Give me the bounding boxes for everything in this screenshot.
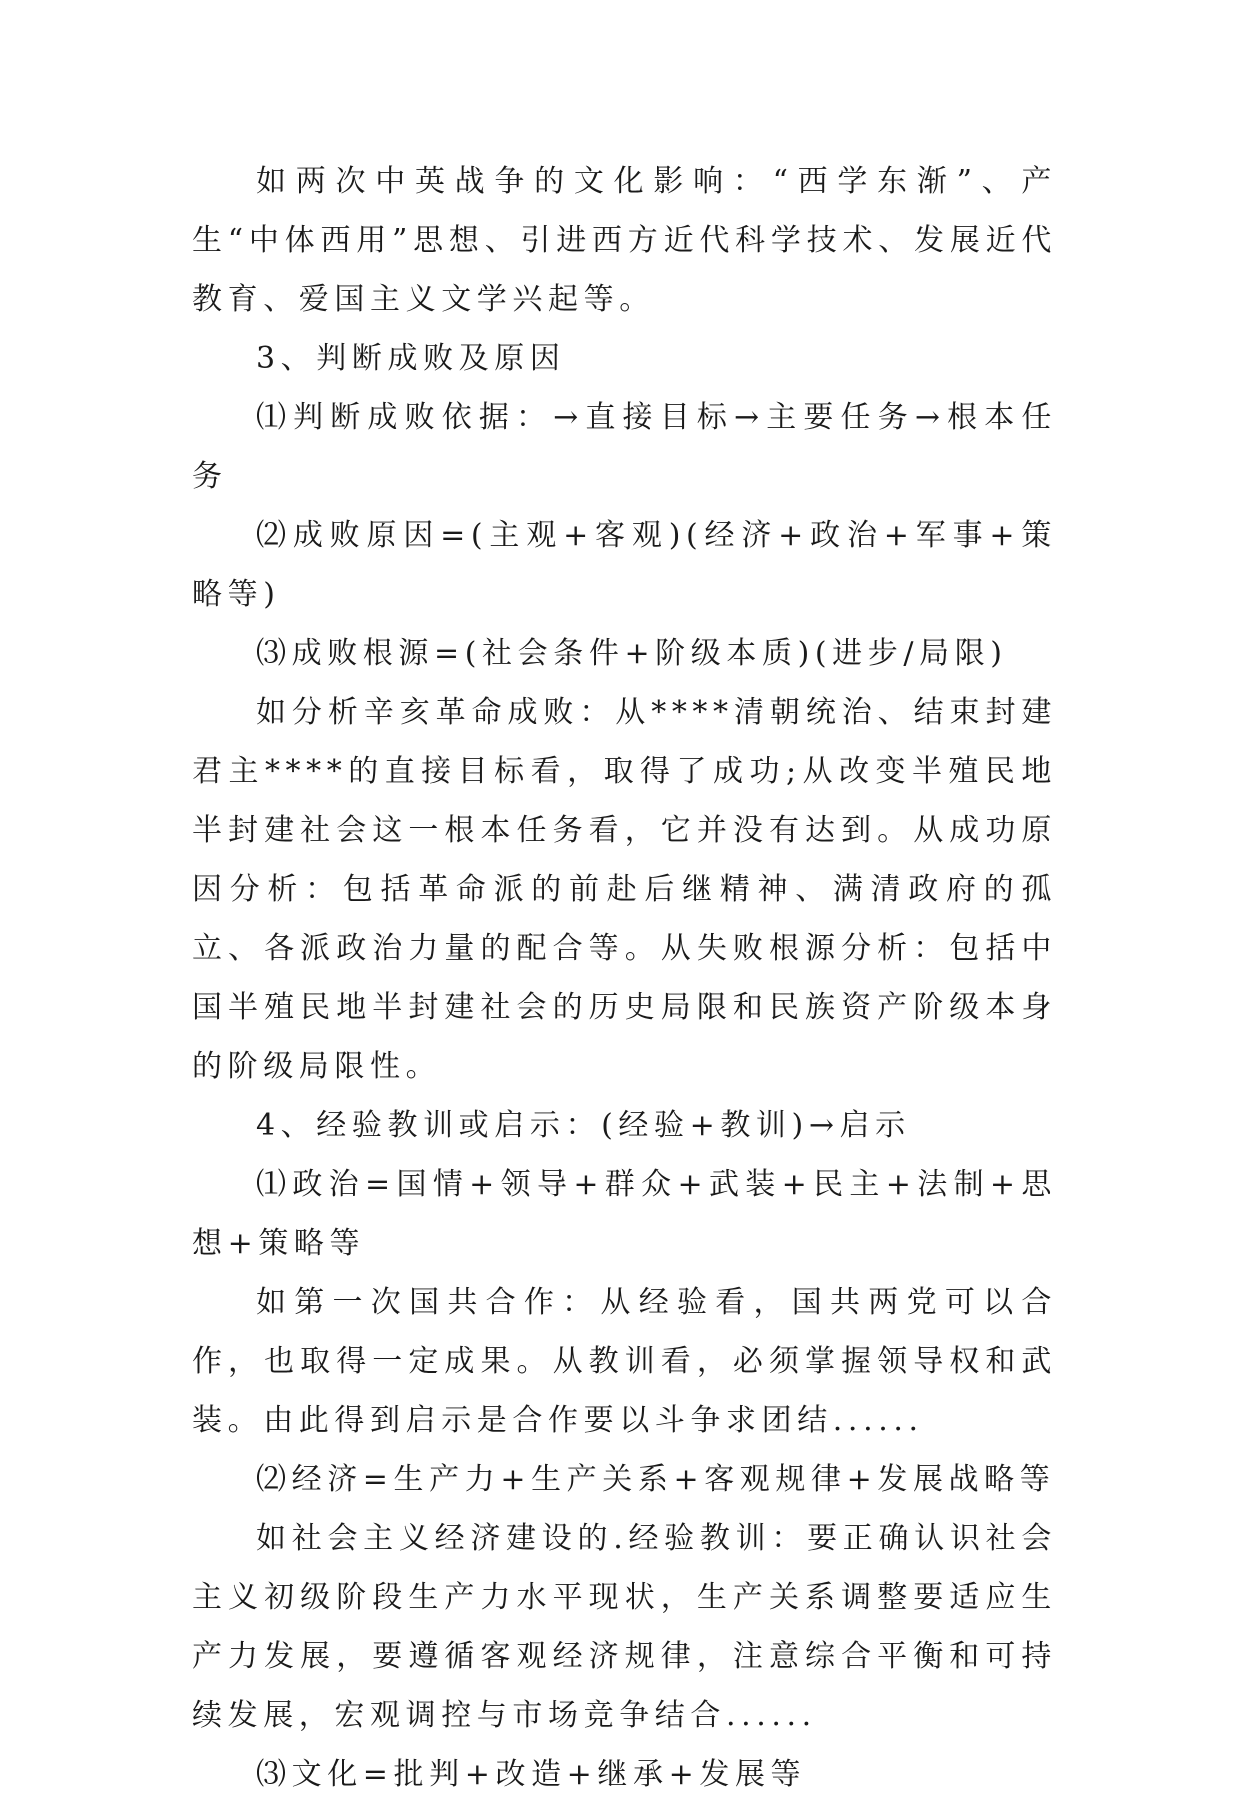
section-heading-3: 3、判断成败及原因 [256,341,566,376]
list-item-politics: ⑴政治=国情+领导+群众+武装+民主+法制+思想+策略等 [192,1167,1057,1261]
document-body [192,152,1057,1804]
list-item-judgment-basis: ⑴判断成败依据：→直接目标→主要任务→根本任务 [192,400,1057,494]
list-item-success-failure-causes: ⑵成败原因=(主观+客观)(经济+政治+军事+策略等) [192,518,1057,612]
section-heading-4: 4、经验教训或启示：(经验+教训)→启示 [256,1108,911,1143]
paragraph-socialist-economy: 如社会主义经济建设的.经验教训：要正确认识社会主义初级阶段生产力水平现状，生产关系调整要适应生产力发展，要遵循客观经济规律，注意综合平衡和可持续发展，宏观调控与市场竞争结合...... [192,1521,1057,1733]
paragraph-first-kmt-cpc-cooperation: 如第一次国共合作：从经验看，国共两党可以合作，也取得一定成果。从教训看，必须掌握领导权和武装。由此得到启示是合作要以斗争求团结...... [192,1285,1057,1438]
paragraph-xinhai-revolution: 如分析辛亥革命成败：从****清朝统治、结束封建君主****的直接目标看，取得了成功;从改变半殖民地半封建社会这一根本任务看，它并没有达到。从成功原因分析：包括革命派的前赴后继精神、满清政府的孤立、各派政治力量的配合等。从失败根源分析：包括中国半殖民地半封建社会的历史局限和民族资产阶级本身的阶级局限性。 [192,695,1057,1084]
list-item-success-failure-roots: ⑶成败根源=(社会条件+阶级本质)(进步/局限) [256,636,1008,671]
list-item-culture: ⑶文化=批判+改造+继承+发展等 [256,1757,807,1792]
list-item-economy: ⑵经济=生产力+生产关系+客观规律+发展战略等 [256,1462,1056,1497]
paragraph-cultural-impact: 如两次中英战争的文化影响：“西学东渐”、产生“中体西用”思想、引进西方近代科学技术、发展近代教育、爱国主义文学兴起等。 [192,164,1057,317]
